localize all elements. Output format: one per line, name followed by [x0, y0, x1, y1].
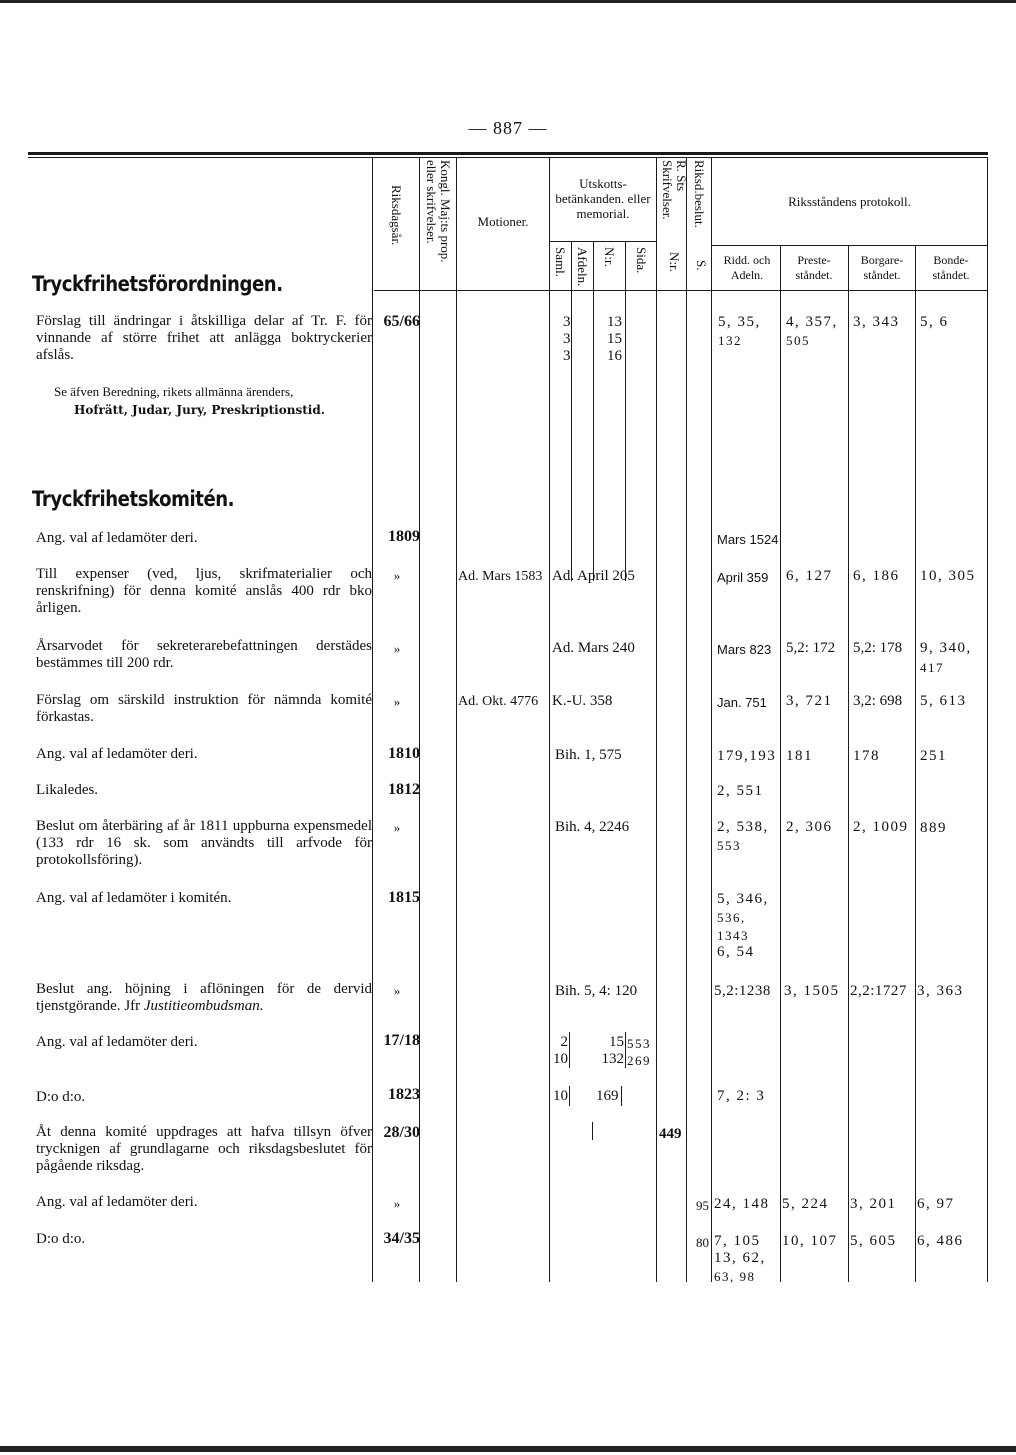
header-afdeln: Afdeln.: [575, 247, 590, 287]
saml-value: 3: [563, 348, 571, 364]
entry-year: »: [393, 1196, 401, 1211]
saml-afdeln-divider: [569, 1032, 570, 1068]
utskott-header-divider: [549, 241, 657, 242]
entry-text: Likaledes.: [36, 782, 99, 798]
entry-jfr: Jfr: [124, 998, 141, 1014]
header-preste: Preste-ståndet.: [795, 253, 833, 282]
beslut-s-value: 95: [696, 1198, 709, 1213]
header-kongl: Kongl. Maj:ts prop. eller skrifvelser.: [424, 160, 453, 263]
entry-year: »: [393, 694, 401, 709]
entry-year: 1812: [388, 781, 420, 798]
entry-text: Ang. val af ledamöter i komitén.: [36, 890, 232, 906]
header-sida: Sida.: [634, 247, 649, 274]
preste-value: 3, 721: [786, 693, 833, 709]
col-line-7: [656, 157, 657, 1282]
table-top-rule: [28, 152, 988, 155]
header-motioner: Motioner.: [477, 214, 529, 229]
page-bottom-edge: [0, 1446, 1016, 1452]
bonde-value: 889: [920, 820, 947, 836]
col-line-8: [686, 157, 687, 1282]
preste-value: 4, 357,: [786, 314, 838, 330]
borgare-value: 178: [853, 748, 880, 764]
preste-value: 181: [786, 748, 813, 764]
entry-text: Ang. val af ledamöter deri.: [36, 746, 198, 762]
preste-value: 2, 306: [786, 819, 833, 835]
header-saml: Saml.: [553, 247, 568, 277]
col-line-12: [915, 245, 916, 1282]
col-line-5: [593, 241, 594, 581]
bonde-value: 5, 613: [920, 693, 967, 709]
col-line-3: [549, 157, 550, 1282]
preste-value: 10, 107: [782, 1233, 838, 1249]
bonde-value: 9, 340,: [920, 640, 972, 656]
nr-value: 15: [609, 1034, 624, 1050]
ridd-value: 553: [717, 838, 741, 853]
entry-year: 65/66: [383, 313, 420, 330]
header-bottom-rule: [374, 290, 988, 291]
ridd-value: 6, 54: [717, 944, 755, 960]
borgare-value: 5,2: 178: [853, 640, 903, 656]
entry-text: Ang. val af ledamöter deri.: [36, 530, 198, 546]
ridd-value: 63, 98: [714, 1269, 756, 1284]
entry-year: 1809: [388, 528, 420, 545]
header-beslut-s: S.: [694, 260, 709, 271]
borgare-value: 6, 186: [853, 568, 900, 584]
utskott-value: Bih. 4, 2246: [555, 819, 630, 835]
utskott-value: Bih. 5, 4: 120: [555, 983, 638, 999]
entry-text: Förslag om särskild instruktion för nämnda komité förkastas.: [36, 692, 372, 725]
ridd-value: 5, 35,: [718, 314, 761, 330]
nr-value: 16: [607, 348, 622, 364]
bonde-value: 251: [920, 748, 947, 764]
col-line-0: [372, 157, 373, 1282]
entry-text: Åt denna komité uppdrages att hafva tillsyn öfver trycknigen af grundlagarne och riksdagsbeslutet för pågående riksdag.: [36, 1124, 372, 1174]
header-beslut-nr: N:r.: [667, 252, 682, 272]
col-line-4: [571, 241, 572, 581]
header-utskott: Utskotts-betänkanden. eller memorial.: [555, 176, 651, 221]
col-line-9: [711, 157, 712, 1282]
entry-text: Ang. val af ledamöter deri.: [36, 1034, 198, 1050]
ridd-value: Mars 1524: [717, 532, 779, 547]
header-riksdagsar: Riksdagsår.: [389, 185, 404, 246]
section-title: Tryckfrihetsförordningen.: [32, 272, 283, 296]
page-number: — 887 —: [468, 118, 548, 138]
ridd-value: 1343: [717, 928, 749, 943]
header-bonde: Bonde-ståndet.: [932, 253, 970, 282]
saml-value: 3: [563, 331, 571, 347]
entry-jfr-ref: Justitieombudsman.: [143, 998, 264, 1014]
entry-text: D:o d:o.: [36, 1231, 86, 1247]
entry-text: Beslut om återbäring af år 1811 uppburna expensmedel (133 rdr 16 sk. som användts till arfvode för protokollsföring).: [36, 818, 372, 868]
saml-value: 10: [553, 1088, 568, 1104]
col-line-6: [625, 241, 626, 581]
col-line-13: [987, 157, 988, 1282]
col-line-10: [780, 245, 781, 1282]
protokoll-header-divider: [711, 245, 987, 246]
saml-afdeln-divider: [569, 1086, 570, 1106]
entry-text: Ang. val af ledamöter deri.: [36, 1194, 198, 1210]
sida-value: 269: [627, 1053, 651, 1068]
utskott-value: Ad. April 205: [552, 568, 635, 584]
ridd-value: 179,193: [717, 748, 777, 764]
entry-year: 17/18: [383, 1032, 420, 1049]
nr-sida-divider: [621, 1086, 622, 1106]
ridd-value: April 359: [717, 570, 769, 585]
bonde-value: 3, 363: [917, 983, 964, 999]
ridd-value: 7, 105: [714, 1233, 761, 1249]
bonde-value: 417: [920, 660, 944, 675]
ridd-value: 132: [718, 333, 742, 348]
entry-year: »: [393, 641, 401, 656]
table-top-rule-thin: [28, 157, 988, 158]
preste-value: 505: [786, 333, 810, 348]
ridd-value: 24, 148: [714, 1196, 770, 1212]
rsts-divider: [592, 1122, 593, 1140]
nr-value: 132: [601, 1051, 624, 1067]
entry-year: »: [393, 568, 401, 583]
entry-year: 34/35: [383, 1230, 420, 1247]
ridd-value: Mars 823: [717, 642, 772, 657]
rsts-value: 449: [659, 1126, 682, 1142]
ridd-value: 5, 346,: [717, 891, 769, 907]
preste-value: 3, 1505: [784, 983, 840, 999]
nr-value: 13: [607, 314, 622, 330]
sida-value: 553: [627, 1036, 651, 1051]
ridd-value: 2, 538,: [717, 819, 769, 835]
entry-year: »: [393, 983, 401, 998]
entry-year: 28/30: [383, 1124, 420, 1141]
header-nr: N:r.: [602, 247, 617, 267]
header-borgare: Borgare-ståndet.: [860, 253, 904, 282]
entry-text: Förslag till ändringar i åtskilliga delar af Tr. F. för vinnande af större frihet att anlägga boktryckerier afslås.: [36, 313, 372, 363]
saml-value: 2: [560, 1034, 568, 1050]
header-riksd-beslut: Riksd.beslut.: [692, 160, 707, 228]
beslut-s-value: 80: [696, 1235, 709, 1250]
nr-sida-divider: [625, 1032, 626, 1068]
motion-value: Ad. Mars 1583: [458, 569, 543, 584]
ridd-value: 7, 2: 3: [717, 1088, 766, 1104]
entry-year: 1815: [388, 889, 420, 906]
bonde-value: 6, 486: [917, 1233, 964, 1249]
borgare-value: 3, 201: [850, 1196, 897, 1212]
entry-year: »: [393, 820, 401, 835]
borgare-value: 2, 1009: [853, 819, 909, 835]
see-also-line-1: Se äfven Beredning, rikets allmänna ärenders,: [54, 384, 294, 399]
header-protokoll: Riksståndens protokoll.: [788, 194, 911, 209]
borgare-value: 2,2:1727: [850, 983, 907, 999]
ridd-value: 5,2:1238: [714, 983, 771, 999]
entry-text: [36, 981, 372, 1015]
section-title: Tryckfrihetskomitén.: [32, 487, 235, 511]
col-line-11: [848, 245, 849, 1282]
col-line-2: [456, 157, 457, 1282]
nr-value: 169: [596, 1088, 619, 1104]
ridd-value: Jan. 751: [717, 695, 767, 710]
see-also-line-2: Hofrätt, Judar, Jury, Preskriptionstid.: [74, 403, 325, 417]
ridd-value: 2, 551: [717, 783, 764, 799]
entry-year: 1823: [388, 1086, 420, 1103]
entry-text: D:o d:o.: [36, 1089, 86, 1105]
preste-value: 6, 127: [786, 568, 833, 584]
utskott-value: Bih. 1, 575: [555, 747, 622, 763]
bonde-value: 10, 305: [920, 568, 976, 584]
entry-text-main: Beslut ang. höjning i aflöningen för de dervid tjenstgörande.: [36, 981, 372, 1014]
utskott-value: Ad. Mars 240: [552, 640, 635, 656]
header-ridd: Ridd. och Adeln.: [723, 253, 771, 282]
entry-text: Till expenser (ved, ljus, skrifmaterialier och renskrifning) för denna komité anslås 400 rdr bko årligen.: [36, 566, 372, 616]
page-top-edge: [0, 0, 1016, 3]
entry-year: 1810: [388, 745, 420, 762]
borgare-value: 3, 343: [853, 314, 900, 330]
motion-value: Ad. Okt. 4776: [458, 694, 539, 709]
borgare-value: 3,2: 698: [853, 693, 903, 709]
preste-value: 5,2: 172: [786, 640, 836, 656]
saml-value: 10: [553, 1051, 568, 1067]
header-rsts: R. Sts Skrifvelser.: [660, 160, 689, 220]
utskott-value: K.-U. 358: [552, 693, 613, 709]
ridd-value: 13, 62,: [714, 1250, 766, 1266]
nr-value: 15: [607, 331, 622, 347]
ridd-value: 536,: [717, 910, 746, 925]
bonde-value: 6, 97: [917, 1196, 955, 1212]
saml-value: 3: [563, 314, 571, 330]
borgare-value: 5, 605: [850, 1233, 897, 1249]
preste-value: 5, 224: [782, 1196, 829, 1212]
entry-text: Årsarvodet för sekreterarebefattningen derstädes bestämmes till 200 rdr.: [36, 638, 372, 671]
bonde-value: 5, 6: [920, 314, 949, 330]
